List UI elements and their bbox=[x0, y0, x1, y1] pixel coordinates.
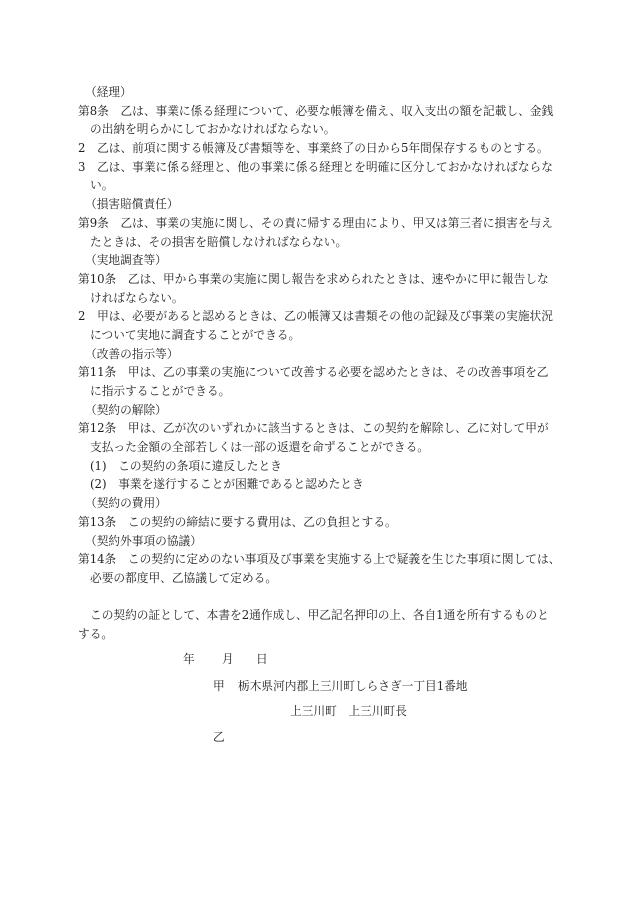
party-a-label: 甲 bbox=[213, 679, 225, 693]
article-10-clause-1-line-1: 第10条 乙は、甲から事業の実施に関し報告を求められたときは、速やかに甲に報告しな bbox=[78, 271, 549, 286]
party-a-address: 栃木県河内郡上三川町しらさぎ一丁目1番地 bbox=[238, 679, 468, 693]
article-8-clause-2-line-1: 2 乙は、前項に関する帳簿及び書類等を、事業終了の日から5年間保存するものとする。 bbox=[78, 141, 549, 156]
article-11 bbox=[78, 345, 598, 401]
article-12 bbox=[78, 401, 598, 494]
article-12-item-2: (2) 事業を遂行することが困難であると認めたとき bbox=[90, 477, 364, 492]
article-8 bbox=[78, 83, 598, 195]
article-10-heading: （実地調査等） bbox=[85, 253, 167, 268]
contract-body bbox=[78, 83, 598, 644]
article-8-clause-3-line-1: 3 乙は、事業に係る経理と、他の事業に係る経理とを明確に区分しておかなければならな bbox=[78, 159, 553, 174]
article-11-heading: （改善の指示等） bbox=[85, 346, 179, 361]
article-8-clause-1-line-2: の出納を明らかにしておかなければならない。 bbox=[90, 122, 336, 137]
article-9-heading: （損害賠償責任） bbox=[85, 197, 179, 212]
article-10 bbox=[78, 251, 598, 344]
party-a-name: 上三川町 上三川町長 bbox=[290, 704, 407, 718]
article-13-clause-1-line-1: 第13条 この契約の締結に要する費用は、乙の負担とする。 bbox=[78, 514, 397, 529]
article-14-clause-1-line-1: 第14条 この契約に定めのない事項及び事業を実施する上で疑義を生じた事項に関しては、 bbox=[78, 552, 561, 567]
article-9 bbox=[78, 195, 598, 251]
article-8-heading: （経理） bbox=[85, 85, 132, 99]
article-14-clause-1-line-2: 必要の都度甲、乙協議して定める。 bbox=[90, 570, 278, 585]
article-11-clause-1-line-1: 第11条 甲は、乙の事業の実施について改善する必要を認めたときは、その改善事項を乙 bbox=[78, 365, 549, 380]
article-14-heading: （契約外事項の協議） bbox=[85, 533, 202, 548]
closing-statement-line-1: この契約の証として、本書を2通作成し、甲乙記名押印の上、各自1通を所有するものと bbox=[90, 608, 549, 623]
closing-statement bbox=[78, 606, 598, 643]
article-12-heading: （契約の解除） bbox=[85, 402, 167, 417]
article-14 bbox=[78, 532, 598, 588]
article-10-clause-1-line-2: ければならない。 bbox=[90, 290, 184, 305]
closing-statement-line-2: する。 bbox=[78, 626, 114, 641]
date-day-label: 日 bbox=[256, 652, 268, 666]
article-8-clause-1-line-1: 第8条 乙は、事業に係る経理について、必要な帳簿を備え、収入支出の額を記載し、金銭 bbox=[78, 103, 554, 118]
article-8-clause-3-line-2: い。 bbox=[90, 178, 114, 193]
article-12-clause-1-line-2: 支払った金額の全部若しくは一部の返還を命ずることができる。 bbox=[90, 440, 429, 455]
article-12-item-1: (1) この契約の条項に違反したとき bbox=[90, 458, 282, 473]
article-13 bbox=[78, 494, 598, 531]
article-11-clause-1-line-2: に指示することができる。 bbox=[90, 384, 231, 398]
party-b-label: 乙 bbox=[213, 730, 225, 744]
date-year-label: 年 bbox=[183, 652, 195, 666]
article-9-clause-1-line-1: 第9条 乙は、事業の実施に関し、その責に帰する理由により、甲又は第三者に損害を与え bbox=[78, 215, 553, 230]
date-month-label: 月 bbox=[222, 652, 234, 666]
article-13-heading: （契約の費用） bbox=[85, 496, 167, 511]
article-9-clause-1-line-2: たときは、その損害を賠償しなければならない。 bbox=[90, 234, 348, 249]
spacer bbox=[78, 588, 598, 607]
article-10-clause-2-line-1: 2 甲は、必要があると認めるときは、乙の帳簿又は書類その他の記録及び事業の実施状況 bbox=[78, 309, 553, 324]
article-10-clause-2-line-2: について実地に調査することができる。 bbox=[90, 327, 301, 342]
article-12-clause-1-line-1: 第12条 甲は、乙が次のいずれかに該当するときは、この契約を解除し、乙に対して甲が bbox=[78, 421, 549, 436]
